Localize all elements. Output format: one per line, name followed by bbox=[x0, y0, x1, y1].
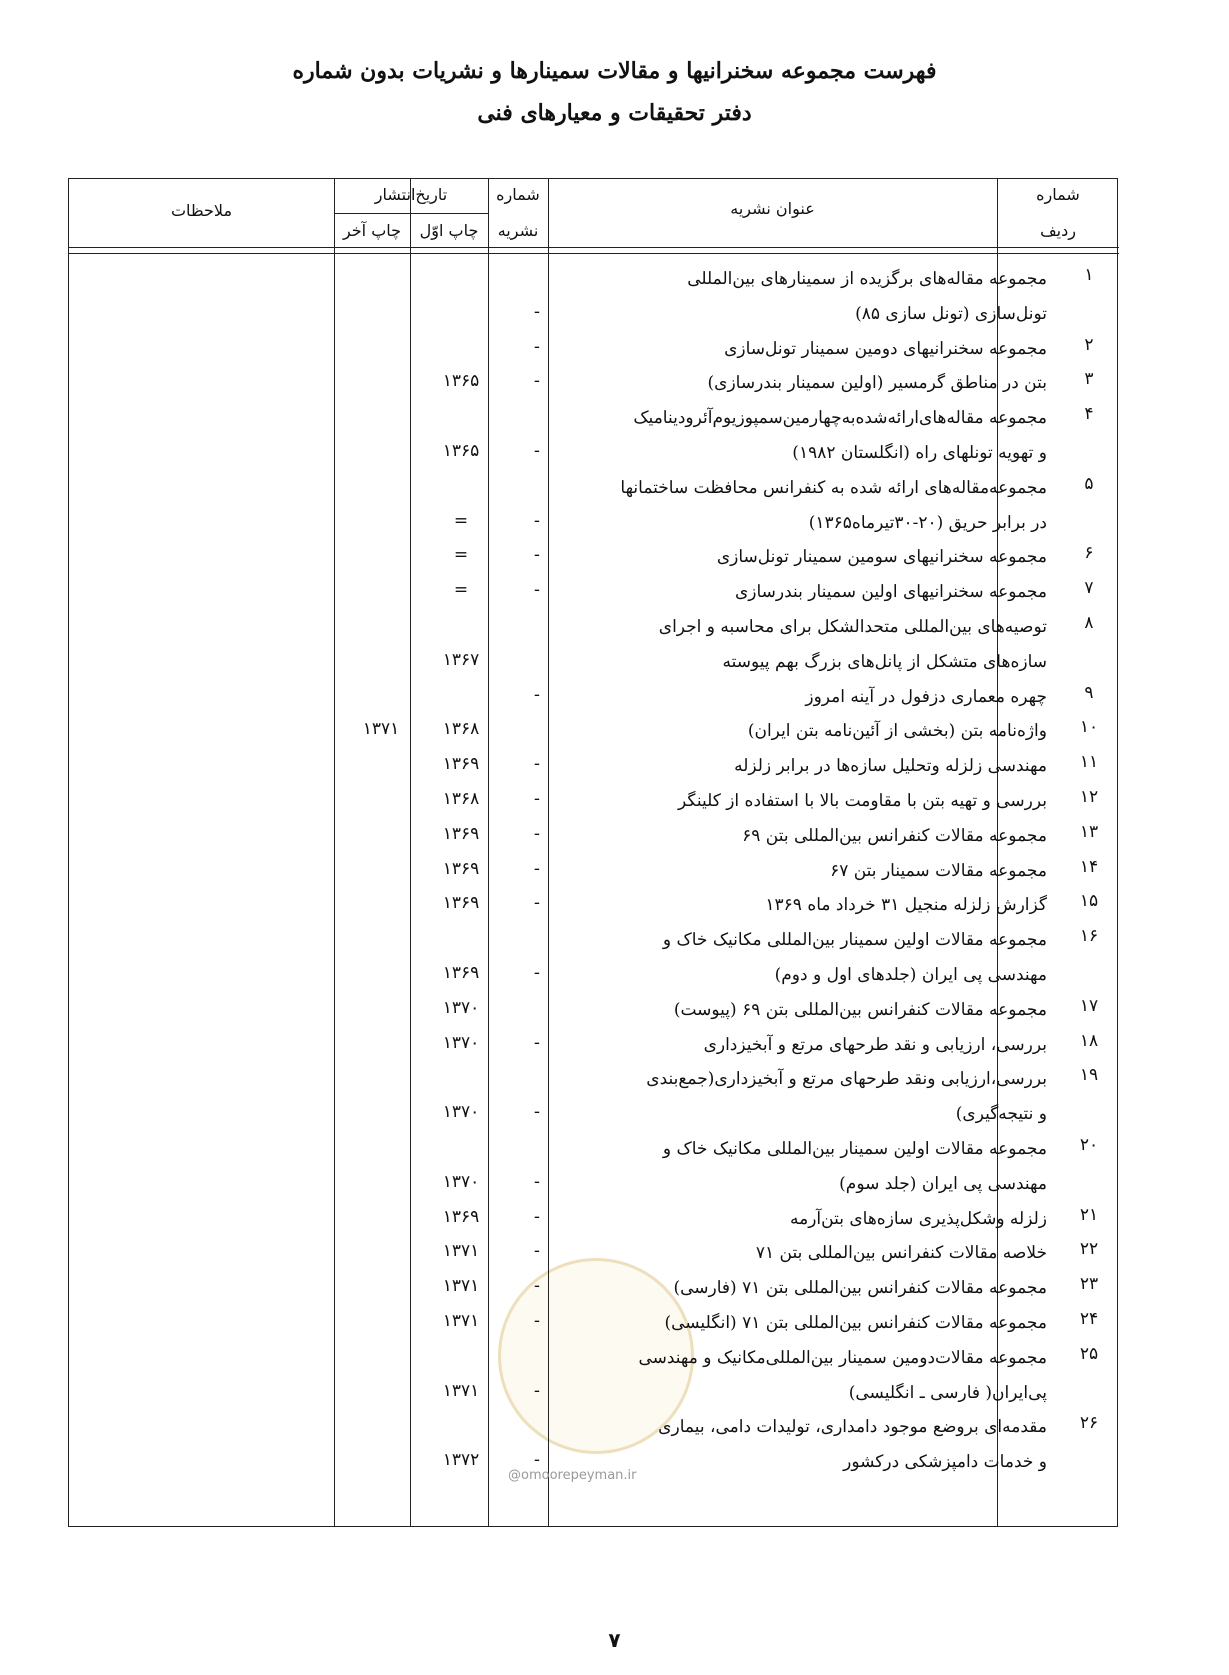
row-title-line: و تهویه تونلهای راه (انگلستان ۱۹۸۲) bbox=[792, 442, 1047, 463]
row-title-line: مجموعه مقالات‌دومین سمینار بین‌المللی‌مکانیک و مهندسی bbox=[638, 1347, 1047, 1368]
row-title-line: چهره معماری دزفول در آینه امروز bbox=[805, 686, 1047, 707]
row-number: ۴ bbox=[1084, 404, 1094, 425]
row-title-line: سازه‌های متشکل از پانل‌های بزرگ بهم پیوسته bbox=[722, 651, 1047, 672]
row-first-print: ۱۳۶۹ bbox=[442, 754, 480, 775]
page-subtitle: دفتر تحقیقات و معیارهای فنی bbox=[477, 100, 752, 126]
row-number: ۲۲ bbox=[1079, 1239, 1099, 1260]
table-row bbox=[69, 1270, 1119, 1305]
row-title-line: مجموعه مقالات اولین سمینار بین‌المللی مکانیک خاک و bbox=[662, 1139, 1047, 1159]
row-first-print: ۱۳۶۸ bbox=[442, 789, 480, 809]
row-first-print: ۱۳۶۸ bbox=[442, 719, 480, 740]
table-row bbox=[69, 1235, 1119, 1270]
row-pub-number: - bbox=[533, 1380, 541, 1401]
row-number: ۲ bbox=[1084, 334, 1094, 355]
row-pub-number: - bbox=[533, 1102, 541, 1123]
row-number: ۲۰ bbox=[1079, 1135, 1099, 1155]
header-row-number-sub: ردیف bbox=[1040, 221, 1076, 240]
table-row bbox=[69, 574, 1119, 609]
row-number: ۲۶ bbox=[1079, 1413, 1099, 1434]
row-number: ۵ bbox=[1084, 473, 1094, 494]
row-title-line: مجموعه سخنرانیهای سومین سمینار تونل‌سازی bbox=[716, 547, 1047, 568]
row-title-line: توصیه‌های بین‌المللی متحدالشکل برای محاسبه و اجرای bbox=[658, 617, 1047, 637]
row-pub-number: - bbox=[533, 962, 541, 983]
row-pub-number: - bbox=[533, 580, 541, 601]
row-first-print: ۱۳۶۹ bbox=[442, 893, 480, 914]
row-number: ۲۳ bbox=[1079, 1274, 1099, 1295]
row-number: ۱۸ bbox=[1079, 1030, 1099, 1051]
row-number: ۱۶ bbox=[1079, 926, 1099, 947]
table-row bbox=[69, 400, 1119, 470]
row-title-line: بتن در مناطق گرمسیر (اولین سمینار بندرسازی) bbox=[707, 373, 1047, 394]
row-title-line: مهندسی زلزله وتحلیل سازه‌ها در برابر زلزله bbox=[734, 756, 1047, 777]
row-pub-number: - bbox=[533, 371, 541, 392]
row-first-print: ۱۳۶۵ bbox=[442, 440, 480, 461]
header-notes: ملاحظات bbox=[170, 201, 233, 220]
row-first-print: ۱۳۷۰ bbox=[442, 1102, 480, 1123]
row-number: ۱۰ bbox=[1079, 717, 1099, 738]
row-number: ۹ bbox=[1084, 682, 1094, 703]
row-last-print: ۱۳۷۱ bbox=[362, 719, 400, 740]
row-first-print: = bbox=[453, 580, 469, 601]
row-first-print: ۱۳۷۱ bbox=[442, 1276, 480, 1297]
table-row bbox=[69, 992, 1119, 1027]
row-pub-number: - bbox=[533, 684, 541, 705]
row-pub-number: - bbox=[533, 1311, 541, 1331]
row-pub-number: - bbox=[533, 893, 541, 914]
page-title: فهرست مجموعه سخنرانیها و مقالات سمینارها و نشریات بدون شماره bbox=[292, 58, 937, 84]
row-first-print: ۱۳۷۱ bbox=[442, 1380, 480, 1401]
row-pub-number: - bbox=[533, 545, 541, 566]
row-title-line: بررسی،ارزیابی ونقد طرحهای مرتع و آبخیزداری(جمع‌بندی bbox=[646, 1069, 1047, 1090]
table-row bbox=[69, 609, 1119, 679]
table-row bbox=[69, 365, 1119, 400]
row-number: ۶ bbox=[1084, 543, 1094, 564]
row-first-print: ۱۳۶۷ bbox=[442, 649, 480, 670]
row-pub-number: - bbox=[533, 440, 541, 461]
row-title-line: مجموعه مقالات کنفرانس بین‌المللی بتن ۶۹ (پیوست) bbox=[673, 999, 1047, 1020]
row-pub-number: - bbox=[533, 1032, 541, 1053]
header-row-number: شماره bbox=[1036, 185, 1080, 204]
table-row bbox=[69, 748, 1119, 783]
row-number: ۲۱ bbox=[1079, 1204, 1099, 1225]
table-row bbox=[69, 679, 1119, 714]
row-pub-number: - bbox=[533, 754, 541, 775]
header-bottom-border-double bbox=[69, 253, 1119, 254]
header-last-print: چاپ آخر bbox=[342, 221, 402, 240]
row-number: ۱۴ bbox=[1079, 856, 1099, 877]
row-pub-number: - bbox=[533, 1276, 541, 1297]
row-first-print: ۱۳۷۱ bbox=[442, 1311, 480, 1331]
row-title-line: مجموعه مقاله‌های برگزیده از سمینارهای بین‌المللی bbox=[687, 269, 1047, 289]
table-row bbox=[69, 1027, 1119, 1062]
table-row bbox=[69, 1131, 1119, 1201]
table-row bbox=[69, 331, 1119, 366]
header-bottom-border bbox=[69, 247, 1119, 248]
watermark: @omoorepeyman.ir bbox=[508, 1468, 637, 1483]
row-title-line: پی‌ایران( فارسی ـ انگلیسی) bbox=[848, 1382, 1047, 1403]
row-first-print: ۱۳۶۵ bbox=[442, 371, 480, 392]
row-number: ۱ bbox=[1084, 265, 1094, 285]
row-pub-number: - bbox=[533, 823, 541, 844]
row-first-print: ۱۳۷۰ bbox=[442, 1171, 480, 1192]
row-first-print: ۱۳۶۹ bbox=[442, 823, 480, 844]
table-row bbox=[69, 922, 1119, 992]
row-first-print: ۱۳۷۲ bbox=[442, 1450, 480, 1471]
row-first-print: ۱۳۶۹ bbox=[442, 962, 480, 983]
row-title-line: در برابر حریق (۲۰-۳۰تیرماه۱۳۶۵) bbox=[808, 512, 1047, 533]
row-first-print: ۱۳۷۰ bbox=[442, 997, 480, 1018]
row-number: ۱۵ bbox=[1079, 891, 1099, 912]
row-pub-number: - bbox=[533, 1450, 541, 1471]
row-pub-number: - bbox=[533, 301, 541, 322]
row-first-print: = bbox=[453, 510, 469, 531]
row-pub-number: - bbox=[533, 858, 541, 879]
table-row bbox=[69, 1305, 1119, 1340]
row-pub-number: - bbox=[533, 789, 541, 809]
row-title-line: مهندسی پی ایران (جلد سوم) bbox=[839, 1173, 1047, 1194]
row-first-print: = bbox=[453, 545, 469, 566]
row-number: ۷ bbox=[1084, 578, 1094, 599]
row-title-line: مهندسی پی ایران (جلدهای اول و دوم) bbox=[774, 964, 1047, 985]
row-title-line: مجموعه مقالات کنفرانس بین‌المللی بتن ۷۱ (فارسی) bbox=[673, 1278, 1047, 1299]
row-pub-number: - bbox=[533, 510, 541, 531]
table-row bbox=[69, 783, 1119, 818]
row-title-line: واژه‌نامه بتن (بخشی از آئین‌نامه بتن ایران) bbox=[747, 721, 1047, 742]
row-title-line: مجموعه‌مقاله‌های ارائه شده به کنفرانس محافظت ساختمانها bbox=[620, 477, 1047, 498]
row-number: ۸ bbox=[1084, 613, 1094, 633]
row-title-line: مجموعه مقالات کنفرانس بین‌المللی بتن ۶۹ bbox=[742, 825, 1047, 846]
table-row bbox=[69, 1201, 1119, 1236]
row-title-line: مجموعه سخنرانیهای اولین سمینار بندرسازی bbox=[734, 582, 1047, 603]
header-pub-number: شماره bbox=[496, 185, 540, 204]
row-title-line: تونل‌سازی (تونل سازی ۸۵) bbox=[855, 303, 1047, 324]
row-pub-number: - bbox=[533, 336, 541, 357]
row-number: ۳ bbox=[1084, 369, 1094, 390]
table-row bbox=[69, 470, 1119, 540]
table-row bbox=[69, 818, 1119, 853]
row-title-line: مجموعه مقاله‌های‌ارائه‌شده‌به‌چهارمین‌سمپوزیوم‌آئرودینامیک bbox=[633, 408, 1047, 429]
row-pub-number: - bbox=[533, 1171, 541, 1192]
row-first-print: ۱۳۶۹ bbox=[442, 858, 480, 879]
table-row bbox=[69, 261, 1119, 331]
header-subdivider bbox=[334, 213, 488, 214]
row-title-line: گزارش زلزله منجیل ۳۱ خرداد ماه ۱۳۶۹ bbox=[765, 895, 1047, 916]
page-number: ۷ bbox=[608, 1628, 621, 1652]
table-row bbox=[69, 1340, 1119, 1410]
header-title: عنوان نشریه bbox=[730, 199, 815, 218]
row-pub-number: - bbox=[533, 1206, 541, 1227]
header-pub-number-sub: نشریه bbox=[497, 221, 539, 240]
row-first-print: ۱۳۶۹ bbox=[442, 1206, 480, 1227]
row-number: ۱۲ bbox=[1079, 787, 1099, 807]
table-row bbox=[69, 713, 1119, 748]
table-row bbox=[69, 853, 1119, 888]
row-number: ۱۹ bbox=[1079, 1065, 1099, 1086]
row-pub-number: - bbox=[533, 1241, 541, 1262]
header-pub-date: تاریخ‌انتشار bbox=[374, 185, 448, 204]
row-number: ۲۵ bbox=[1079, 1343, 1099, 1364]
row-number: ۱۳ bbox=[1079, 821, 1099, 842]
row-title-line: و نتیجه‌گیری) bbox=[955, 1104, 1047, 1125]
row-number: ۲۴ bbox=[1079, 1309, 1099, 1329]
row-number: ۱۷ bbox=[1079, 995, 1099, 1016]
header-first-print: چاپ اوّل bbox=[419, 221, 479, 240]
row-title-line: مجموعه مقالات اولین سمینار بین‌المللی مکانیک خاک و bbox=[662, 930, 1047, 951]
row-title-line: زلزله وشکل‌پذیری سازه‌های بتن‌آرمه bbox=[789, 1208, 1047, 1229]
row-title-line: و خدمات دامپزشکی درکشور bbox=[843, 1452, 1047, 1473]
row-title-line: مجموعه سخنرانیهای دومین سمینار تونل‌سازی bbox=[724, 338, 1047, 359]
row-title-line: مقدمه‌ای بروضع موجود دامداری، تولیدات دامی، بیماری bbox=[658, 1417, 1047, 1438]
row-first-print: ۱۳۷۰ bbox=[442, 1032, 480, 1053]
row-number: ۱۱ bbox=[1079, 752, 1099, 773]
publications-table bbox=[68, 178, 1118, 1527]
row-title-line: بررسی، ارزیابی و نقد طرحهای مرتع و آبخیزداری bbox=[703, 1034, 1047, 1055]
row-title-line: خلاصه مقالات کنفرانس بین‌المللی بتن ۷۱ bbox=[755, 1243, 1047, 1264]
table-row bbox=[69, 1061, 1119, 1131]
row-title-line: مجموعه مقالات سمینار بتن ۶۷ bbox=[830, 860, 1047, 881]
row-title-line: بررسی و تهیه بتن با مقاومت بالا با استفاده از کلینگر bbox=[678, 791, 1047, 811]
table-row bbox=[69, 887, 1119, 922]
table-row bbox=[69, 539, 1119, 574]
row-first-print: ۱۳۷۱ bbox=[442, 1241, 480, 1262]
row-title-line: مجموعه مقالات کنفرانس بین‌المللی بتن ۷۱ (انگلیسی) bbox=[664, 1313, 1047, 1333]
